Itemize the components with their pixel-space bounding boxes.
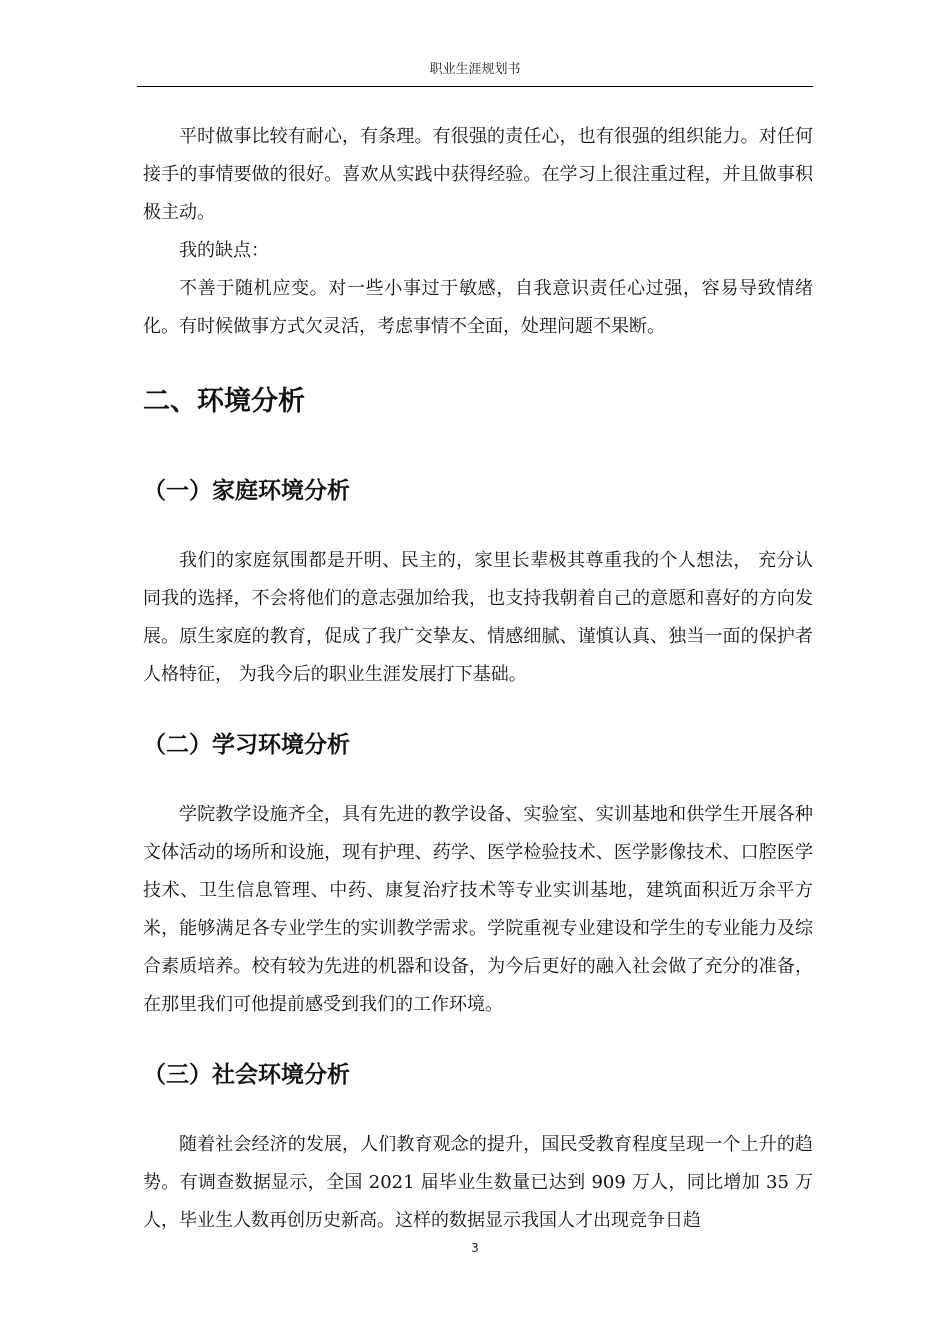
body-paragraph: 随着社会经济的发展，人们教育观念的提升，国民受教育程度呈现一个上升的趋势。有调查数据显示，全国 2021 届毕业生数量已达到 909 万人，同比增加 35 万人，毕业生人数再创历史新高。这样的数据显示我国人才出现竞争日趋 — [143, 1134, 813, 1231]
subsection-heading-society: （三）社会环境分析 — [143, 1062, 350, 1088]
section-heading-environment: 二、环境分析 — [143, 386, 305, 417]
page-number: 3 — [471, 1241, 479, 1255]
body-paragraph: 我的缺点： — [179, 240, 269, 261]
subsection-heading-family: （一）家庭环境分析 — [143, 478, 350, 504]
page-content — [143, 118, 813, 1240]
body-paragraph: 我们的家庭氛围都是开明、民主的，家里长辈极其尊重我的个人想法， 充分认同我的选择，不会将他们的意志强加给我，也支持我朝着自己的意愿和喜好的方向发展。原生家庭的教育，促成了我广交挚友、情感细腻、谨慎认真、独当一面的保护者人格特征， 为我今后的职业生涯发展打下基础。 — [143, 550, 813, 685]
header-title: 职业生涯规划书 — [429, 62, 521, 77]
page-footer — [0, 1241, 950, 1255]
body-paragraph: 平时做事比较有耐心，有条理。有很强的责任心，也有很强的组织能力。对任何接手的事情要做的很好。喜欢从实践中获得经验。在学习上很注重过程，并且做事积极主动。 — [143, 126, 813, 223]
page-header — [137, 60, 813, 87]
subsection-heading-study: （二）学习环境分析 — [143, 732, 350, 758]
body-paragraph: 学院教学设施齐全，具有先进的教学设备、实验室、实训基地和供学生开展各种文体活动的场所和设施，现有护理、药学、医学检验技术、医学影像技术、口腔医学技术、卫生信息管理、中药、康复治疗技术等专业实训基地，建筑面积近万余平方米，能够满足各专业学生的实训教学需求。学院重视专业建设和学生的专业能力及综合素质培养。校有较为先进的机器和设备，为今后更好的融入社会做了充分的准备，在那里我们可他提前感受到我们的工作环境。 — [143, 804, 813, 1015]
body-paragraph: 不善于随机应变。对一些小事过于敏感，自我意识责任心过强，容易导致情绪化。有时候做事方式欠灵活，考虑事情不全面，处理问题不果断。 — [143, 278, 813, 337]
